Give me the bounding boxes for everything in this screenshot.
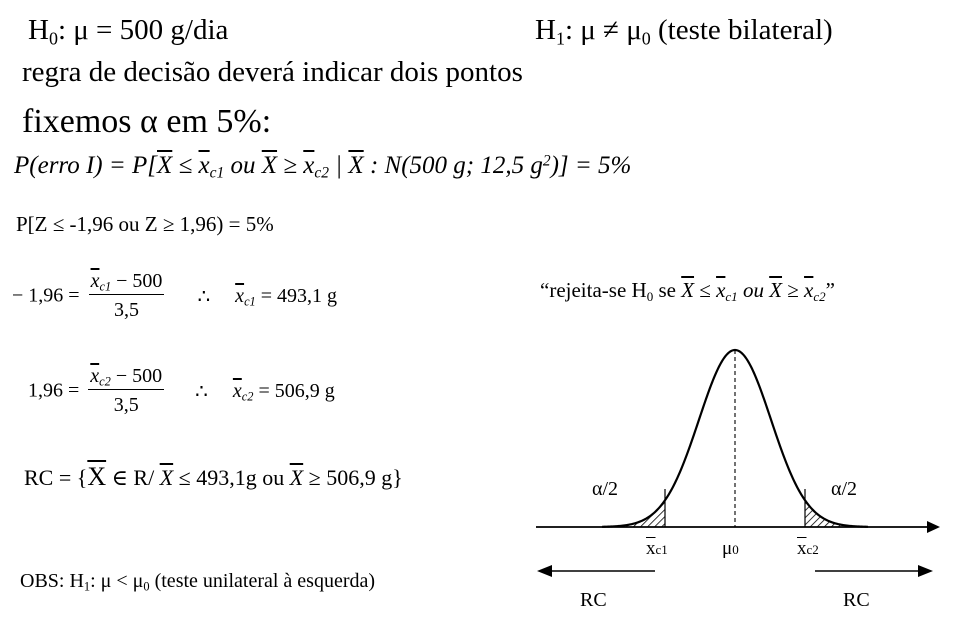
xc2-label: $\overline{x}c2$	[797, 538, 819, 559]
alpha-statement: fixemos α em 5%:	[22, 103, 272, 140]
critical-region: RC = {$\overline{X}$ ∈ R/ $\overline{X} \le 493,1g$ ou $\overline{X} \ge 506,9$ g}	[24, 462, 403, 491]
x-axis-arrowhead	[927, 521, 940, 533]
rc-left-arrowhead	[537, 565, 552, 577]
fraction-1: $\frac{\overline{x}_{c1} - 500}{3,5}$	[90, 270, 163, 321]
mu0-label: μ0	[722, 538, 739, 559]
observation-note: OBS: $H_1$: $\mu < \mu_0$ (teste unilateral à esquerda)	[20, 570, 376, 594]
alt-hypothesis: $H_1$: $\mu \ne \mu_0$ (teste bilateral)	[535, 14, 833, 49]
xc1-label: $\overline{x}c1$	[646, 538, 668, 559]
rc-right-label: RC	[843, 589, 870, 611]
decision-rule-text: regra de decisão deverá indicar dois pontos	[22, 56, 523, 88]
critical-value-1-equation: − 1,96 = $\frac{\overline{x}_{c1} - 500}{3,5}$ ∴ $\overline{x}_{c1} = 493,1$ g	[12, 270, 338, 321]
critical-value-2-equation: 1,96 = $\frac{\overline{x}_{c2} - 500}{3,5}$ ∴ $\overline{x}_{c2} = 506,9$ g	[28, 365, 335, 416]
z-probability: P[Z ≤ -1,96 ou Z ≥ 1,96) = 5%	[16, 212, 274, 236]
alpha-half-left-label: α/2	[592, 478, 619, 500]
rejection-statement: “rejeita-se $H_0$ se $\overline{X} \le \overline{x}_{c1}$ ou $\overline{X} \ge \overline{x}_{c2}$”	[540, 278, 835, 304]
rc-right-arrowhead	[918, 565, 933, 577]
rc-left-label: RC	[580, 589, 607, 611]
alpha-half-right-label: α/2	[831, 478, 858, 500]
fraction-2: $\frac{\overline{x}_{c2} - 500}{3,5}$	[90, 365, 163, 416]
null-hypothesis: $H_0$: μ = 500 g/dia	[28, 14, 229, 49]
test-type-note: (teste bilateral)	[658, 14, 833, 46]
type-one-error-equation: P(erro $I) = P[\overline{X} \le \overline{x}_{c1}$ ou $\overline{X} \ge \overline{x}_{c2}$ | $\overline{X}$ : N(500 g; 12,5 $g^2)] = 5\%$	[14, 152, 632, 182]
